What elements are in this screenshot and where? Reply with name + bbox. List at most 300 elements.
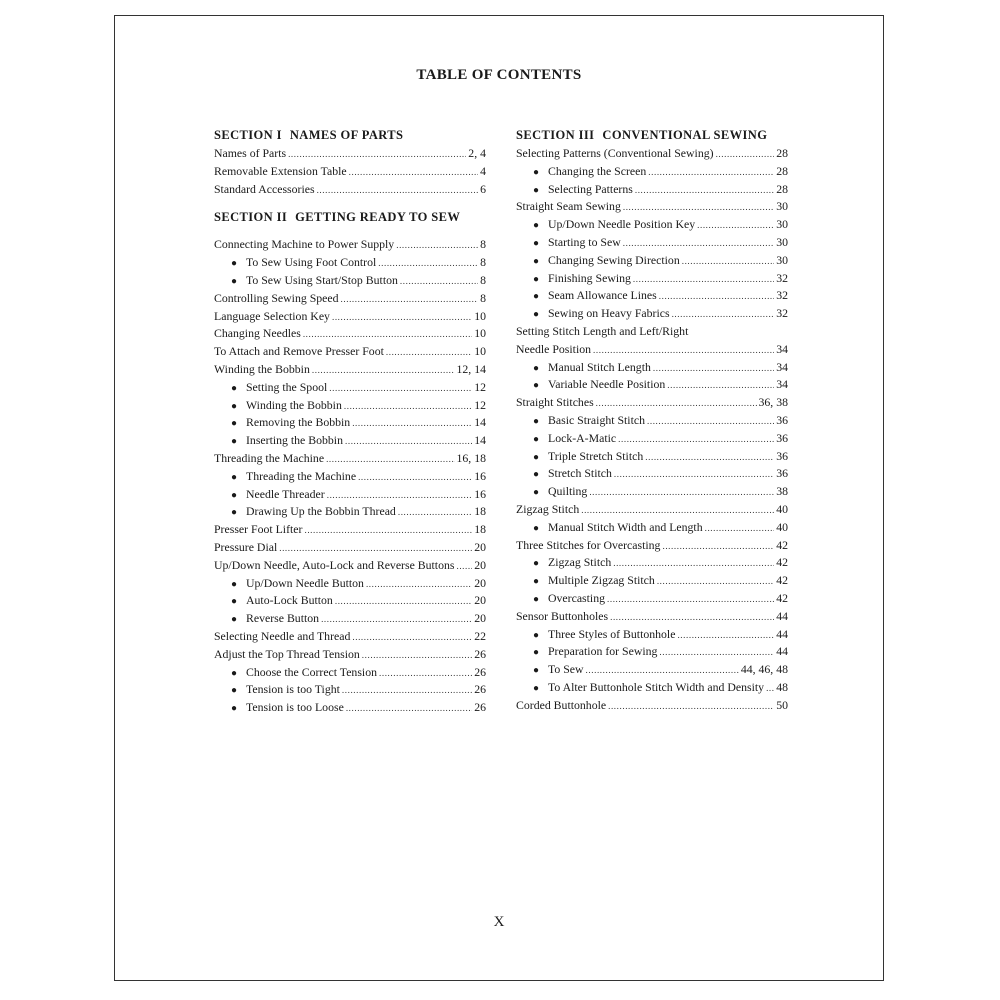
toc-subentry[interactable] — [516, 234, 788, 252]
toc-entry[interactable] — [214, 521, 486, 539]
toc-subentry[interactable] — [516, 412, 788, 430]
entry-page-number: 28 — [776, 181, 788, 196]
toc-entry[interactable] — [214, 325, 486, 343]
entry-label: Drawing Up the Bobbin Thread — [246, 504, 396, 519]
toc-subentry[interactable] — [214, 397, 486, 415]
bullet-icon: ● — [231, 418, 238, 430]
entry-page-number: 22 — [474, 628, 486, 643]
bullet-icon: ● — [231, 382, 238, 394]
dot-leader — [303, 325, 472, 344]
toc-entry[interactable] — [516, 198, 788, 216]
dot-leader — [610, 608, 774, 627]
toc-subentry[interactable] — [214, 610, 486, 628]
entry-page-number: 36 — [776, 466, 788, 481]
dot-leader — [349, 163, 478, 182]
toc-subentry[interactable] — [214, 379, 486, 397]
entry-label: Removing the Bobbin — [246, 415, 351, 430]
section-name: CONVENTIONAL SEWING — [602, 128, 768, 142]
toc-entry[interactable] — [516, 501, 788, 519]
bullet-icon: ● — [231, 596, 238, 608]
entry-page-number: 12, 14 — [456, 361, 486, 376]
bullet-icon: ● — [533, 291, 540, 303]
entry-label: Selecting Patterns — [548, 181, 633, 196]
dot-leader — [344, 397, 472, 416]
entry-label: Seam Allowance Lines — [548, 288, 657, 303]
toc-subentry[interactable] — [516, 572, 788, 590]
entry-page-number: 4 — [480, 163, 486, 178]
bullet-icon: ● — [231, 471, 238, 483]
toc-subentry[interactable] — [214, 414, 486, 432]
toc-subentry[interactable] — [516, 305, 788, 323]
entry-label: Changing Sewing Direction — [548, 252, 680, 267]
entry-page-number: 20 — [474, 611, 486, 626]
entry-label: Sensor Buttonholes — [516, 608, 609, 623]
entry-label: Straight Stitches — [516, 395, 594, 410]
entry-label: Manual Stitch Width and Length — [548, 519, 703, 534]
dot-leader — [335, 592, 472, 611]
toc-entry[interactable] — [214, 539, 486, 557]
entry-label: Three Stitches for Overcasting — [516, 537, 661, 552]
entry-label: Standard Accessories — [214, 181, 315, 196]
entry-page-number: 28 — [776, 146, 788, 160]
entry-page-number: 26 — [474, 664, 486, 679]
dot-leader — [346, 699, 472, 718]
dot-leader — [400, 272, 478, 291]
entry-page-number: 26 — [474, 682, 486, 697]
section-number: SECTION II — [214, 210, 288, 225]
toc-subentry[interactable] — [516, 679, 788, 697]
entry-page-number: 34 — [776, 341, 788, 356]
dot-leader — [633, 270, 774, 289]
entry-label: Reverse Button — [246, 611, 320, 626]
entry-label: Language Selection Key — [214, 308, 330, 323]
entry-label: Sewing on Heavy Fabrics — [548, 306, 670, 321]
section-number: SECTION I — [214, 128, 282, 142]
entry-page-number: 40 — [776, 519, 788, 534]
toc-entry[interactable] — [214, 236, 486, 254]
dot-leader — [329, 379, 472, 398]
section-heading — [214, 207, 486, 227]
bullet-icon: ● — [533, 558, 540, 570]
entry-page-number: 36 — [776, 448, 788, 463]
section-number: SECTION III — [516, 128, 595, 142]
toc-subentry[interactable] — [516, 163, 788, 181]
bullet-icon: ● — [231, 614, 238, 626]
entry-page-number: 44 — [776, 608, 788, 623]
dot-leader — [341, 290, 479, 309]
toc-subentry[interactable] — [516, 270, 788, 288]
entry-label: Needle Position — [516, 341, 592, 356]
entry-label: Triple Stretch Stitch — [548, 448, 644, 463]
entry-page-number: 44, 46, 48 — [740, 662, 788, 677]
toc-subentry[interactable] — [516, 359, 788, 377]
entry-label: Manual Stitch Length — [548, 359, 651, 374]
entry-label: Names of Parts — [214, 146, 287, 160]
toc-subentry[interactable] — [516, 181, 788, 199]
toc-subentry[interactable] — [214, 272, 486, 290]
entry-label: Setting Stitch Length and Left/Right — [516, 323, 689, 338]
section-heading — [214, 125, 486, 145]
toc-subentry[interactable] — [214, 486, 486, 504]
dot-leader — [657, 572, 774, 591]
dot-leader — [581, 501, 774, 520]
entry-page-number: 42 — [776, 573, 788, 588]
toc-entry[interactable] — [214, 308, 486, 326]
toc-subentry[interactable] — [516, 554, 788, 572]
toc-entry[interactable] — [516, 323, 788, 341]
entry-page-number: 12 — [474, 379, 486, 394]
entry-label: Up/Down Needle Button — [246, 575, 364, 590]
toc-entry[interactable] — [214, 290, 486, 308]
entry-label: Selecting Needle and Thread — [214, 628, 351, 643]
entry-label: To Attach and Remove Presser Foot — [214, 344, 384, 359]
toc-subentry[interactable] — [516, 483, 788, 501]
entry-label: Auto-Lock Button — [246, 593, 333, 608]
entry-label: Multiple Zigzag Stitch — [548, 573, 655, 588]
entry-page-number: 6 — [480, 181, 486, 196]
section-heading — [516, 125, 788, 145]
dot-leader — [614, 465, 774, 484]
entry-label: Connecting Machine to Power Supply — [214, 237, 395, 252]
entry-page-number: 10 — [474, 344, 486, 359]
toc-subentry[interactable] — [516, 626, 788, 644]
dot-leader — [362, 646, 472, 665]
bullet-icon: ● — [231, 275, 238, 287]
toc-subentry[interactable] — [516, 216, 788, 234]
entry-label: Winding the Bobbin — [214, 361, 310, 376]
entry-label: Threading the Machine — [214, 450, 325, 465]
dot-leader — [613, 554, 774, 573]
entry-label: Basic Straight Stitch — [548, 412, 645, 427]
dot-leader — [317, 181, 479, 200]
dot-leader — [586, 661, 739, 680]
toc-entry[interactable] — [214, 163, 486, 181]
toc-subentry[interactable] — [214, 592, 486, 610]
dot-leader — [378, 254, 478, 273]
entry-label: Needle Threader — [246, 486, 325, 501]
dot-leader — [589, 483, 774, 502]
entry-page-number: 16 — [474, 486, 486, 501]
entry-page-number: 42 — [776, 555, 788, 570]
entry-page-number: 30 — [776, 234, 788, 249]
dot-leader — [677, 626, 774, 645]
dot-leader — [379, 664, 472, 683]
dot-leader — [398, 503, 472, 522]
toc-entry[interactable] — [516, 537, 788, 555]
toc-entry[interactable] — [214, 343, 486, 361]
bullet-icon: ● — [231, 258, 238, 270]
bullet-icon: ● — [231, 703, 238, 715]
bullet-icon: ● — [533, 522, 540, 534]
entry-page-number: 8 — [480, 272, 486, 287]
toc-entry[interactable] — [214, 181, 486, 199]
dot-leader — [288, 145, 466, 164]
bullet-icon: ● — [533, 487, 540, 499]
entry-label: Variable Needle Position — [548, 377, 666, 392]
entry-page-number: 26 — [474, 646, 486, 661]
bullet-icon: ● — [533, 220, 540, 232]
entry-label: Tension is too Tight — [246, 682, 340, 697]
bullet-icon: ● — [533, 576, 540, 588]
entry-label: Overcasting — [548, 590, 605, 605]
dot-leader — [647, 412, 774, 431]
entry-page-number: 26 — [474, 700, 486, 715]
entry-page-number: 32 — [776, 270, 788, 285]
dot-leader — [332, 308, 472, 327]
dot-leader — [645, 448, 774, 467]
entry-page-number: 20 — [474, 575, 486, 590]
entry-label: Choose the Correct Tension — [246, 664, 377, 679]
dot-leader — [766, 679, 774, 698]
toc-subentry[interactable] — [214, 664, 486, 682]
toc-column-right — [516, 125, 788, 715]
entry-label: Straight Seam Sewing — [516, 199, 621, 214]
bullet-icon: ● — [533, 665, 540, 677]
entry-page-number: 30 — [776, 252, 788, 267]
toc-subentry[interactable] — [214, 432, 486, 450]
section-name: NAMES OF PARTS — [289, 128, 404, 142]
entry-label: Winding the Bobbin — [246, 397, 342, 412]
section-name: GETTING READY TO SEW — [295, 210, 461, 225]
toc-subentry[interactable] — [516, 465, 788, 483]
entry-page-number: 8 — [480, 255, 486, 270]
toc-subentry[interactable] — [214, 254, 486, 272]
entry-label: Tension is too Loose — [246, 700, 344, 715]
dot-leader — [386, 343, 472, 362]
entry-page-number: 36 — [776, 412, 788, 427]
dot-leader — [608, 697, 774, 716]
entry-label: Selecting Patterns (Conventional Sewing) — [516, 146, 714, 160]
entry-label: Stretch Stitch — [548, 466, 612, 481]
bullet-icon: ● — [533, 237, 540, 249]
bullet-icon: ● — [533, 433, 540, 445]
entry-page-number: 18 — [474, 522, 486, 537]
toc-entry[interactable] — [214, 361, 486, 379]
toc-subentry[interactable] — [516, 519, 788, 537]
entry-page-number: 36 — [776, 430, 788, 445]
dot-leader — [653, 359, 774, 378]
bullet-icon: ● — [533, 380, 540, 392]
entry-page-number: 44 — [776, 644, 788, 659]
entry-label: Preparation for Sewing — [548, 644, 658, 659]
toc-subentry[interactable] — [516, 252, 788, 270]
entry-label: Quilting — [548, 484, 588, 499]
bullet-icon: ● — [231, 578, 238, 590]
bullet-icon: ● — [533, 682, 540, 694]
entry-label: Controlling Sewing Speed — [214, 290, 339, 305]
toc-entry[interactable] — [214, 646, 486, 664]
toc-entry[interactable] — [516, 697, 788, 715]
entry-page-number: 50 — [776, 697, 788, 712]
toc-subentry[interactable] — [516, 643, 788, 661]
bullet-icon: ● — [231, 507, 238, 519]
entry-page-number: 16, 18 — [456, 450, 486, 465]
entry-label: To Sew — [548, 662, 584, 677]
dot-leader — [352, 628, 472, 647]
bullet-icon: ● — [533, 362, 540, 374]
dot-leader — [326, 450, 454, 469]
toc-entry[interactable] — [214, 628, 486, 646]
entry-label: Up/Down Needle Position Key — [548, 217, 696, 232]
entry-label: Zigzag Stitch — [516, 501, 580, 516]
entry-label: Inserting the Bobbin — [246, 433, 343, 448]
bullet-icon: ● — [533, 255, 540, 267]
toc-entry[interactable] — [214, 557, 486, 575]
dot-leader — [327, 486, 472, 505]
entry-page-number: 20 — [474, 539, 486, 554]
bullet-icon: ● — [533, 415, 540, 427]
dot-leader — [618, 430, 774, 449]
bullet-icon: ● — [533, 309, 540, 321]
dot-leader — [321, 610, 472, 629]
entry-label: Corded Buttonhole — [516, 697, 607, 712]
entry-page-number: 8 — [480, 237, 486, 252]
entry-page-number: 34 — [776, 359, 788, 374]
entry-page-number: 2, 4 — [468, 146, 486, 160]
dot-leader — [682, 252, 774, 271]
entry-label: Presser Foot Lifter — [214, 522, 303, 537]
toc-subentry[interactable] — [516, 590, 788, 608]
spacer — [214, 227, 486, 236]
entry-label: Three Styles of Buttonhole — [548, 626, 676, 641]
toc-subentry[interactable] — [516, 661, 788, 679]
entry-label: To Alter Buttonhole Stitch Width and Density — [548, 679, 765, 694]
dot-leader — [593, 341, 774, 360]
dot-leader — [623, 198, 774, 217]
dot-leader — [705, 519, 775, 538]
dot-leader — [312, 361, 455, 380]
entry-page-number: 44 — [776, 626, 788, 641]
entry-page-number: 16 — [474, 468, 486, 483]
dot-leader — [304, 521, 472, 540]
bullet-icon: ● — [231, 489, 238, 501]
entry-page-number: 32 — [776, 306, 788, 321]
entry-page-number: 8 — [480, 290, 486, 305]
entry-label: Finishing Sewing — [548, 270, 631, 285]
bullet-icon: ● — [533, 166, 540, 178]
toc-entry[interactable] — [214, 145, 486, 163]
bullet-icon: ● — [231, 685, 238, 697]
page-title: TABLE OF CONTENTS — [416, 67, 582, 83]
dot-leader — [635, 181, 774, 200]
toc-subentry[interactable] — [516, 376, 788, 394]
entry-page-number: 34 — [776, 377, 788, 392]
bullet-icon: ● — [533, 451, 540, 463]
dot-leader — [342, 681, 472, 700]
entry-page-number: 32 — [776, 288, 788, 303]
toc-entry[interactable] — [516, 394, 788, 412]
dot-leader — [659, 287, 774, 306]
entry-label: Adjust the Top Thread Tension — [214, 646, 360, 661]
dot-leader — [358, 468, 472, 487]
dot-leader — [667, 376, 774, 395]
entry-page-number: 42 — [776, 590, 788, 605]
spacer — [214, 198, 486, 207]
entry-page-number: 30 — [776, 199, 788, 214]
dot-leader — [596, 394, 757, 413]
entry-page-number: 42 — [776, 537, 788, 552]
toc-entry[interactable] — [516, 341, 788, 359]
dot-leader — [352, 414, 472, 433]
bullet-icon: ● — [231, 400, 238, 412]
dot-leader — [366, 575, 472, 594]
toc-entry[interactable] — [516, 608, 788, 626]
dot-leader — [697, 216, 774, 235]
dot-leader — [456, 557, 472, 576]
entry-page-number: 48 — [776, 679, 788, 694]
dot-leader — [648, 163, 774, 182]
dot-leader — [716, 145, 775, 164]
toc-subentry[interactable] — [214, 468, 486, 486]
entry-label: Pressure Dial — [214, 539, 278, 554]
bullet-icon: ● — [533, 184, 540, 196]
entry-label: Setting the Spool — [246, 379, 328, 394]
entry-label: Lock-A-Matic — [548, 430, 617, 445]
toc-subentry[interactable] — [516, 430, 788, 448]
entry-label: To Sew Using Start/Stop Button — [246, 272, 398, 287]
bullet-icon: ● — [533, 593, 540, 605]
entry-page-number: 14 — [474, 415, 486, 430]
toc-subentry[interactable] — [214, 699, 486, 717]
bullet-icon: ● — [533, 469, 540, 481]
entry-label: Up/Down Needle, Auto-Lock and Reverse Buttons — [214, 557, 455, 572]
bullet-icon: ● — [533, 629, 540, 641]
toc-subentry[interactable] — [516, 448, 788, 466]
bullet-icon: ● — [231, 667, 238, 679]
page-number: X — [493, 914, 505, 930]
entry-label: To Sew Using Foot Control — [246, 255, 377, 270]
entry-page-number: 10 — [474, 326, 486, 341]
dot-leader — [279, 539, 472, 558]
entry-page-number: 36, 38 — [758, 395, 788, 410]
dot-leader — [396, 236, 478, 255]
entry-page-number: 12 — [474, 397, 486, 412]
entry-label: Changing the Screen — [548, 163, 647, 178]
entry-label: Zigzag Stitch — [548, 555, 612, 570]
bullet-icon: ● — [533, 273, 540, 285]
entry-page-number: 28 — [776, 163, 788, 178]
entry-page-number: 40 — [776, 501, 788, 516]
entry-page-number: 20 — [474, 593, 486, 608]
entry-label: Starting to Sew — [548, 234, 621, 249]
entry-page-number: 20 — [474, 557, 486, 572]
toc-subentry[interactable] — [214, 575, 486, 593]
entry-label: Threading the Machine — [246, 468, 357, 483]
dot-leader — [672, 305, 775, 324]
dot-leader — [623, 234, 774, 253]
toc-subentry[interactable] — [214, 681, 486, 699]
dot-leader — [659, 643, 774, 662]
entry-page-number: 18 — [474, 504, 486, 519]
entry-page-number: 14 — [474, 433, 486, 448]
toc-subentry[interactable] — [516, 287, 788, 305]
toc-subentry[interactable] — [214, 503, 486, 521]
entry-label: Changing Needles — [214, 326, 301, 341]
entry-page-number: 38 — [776, 484, 788, 499]
entry-page-number: 10 — [474, 308, 486, 323]
bullet-icon: ● — [231, 436, 238, 448]
dot-leader — [662, 537, 774, 556]
toc-entry[interactable] — [516, 145, 788, 163]
entry-page-number: 30 — [776, 217, 788, 232]
bullet-icon: ● — [533, 647, 540, 659]
document-page — [114, 15, 884, 981]
toc-column-left — [214, 125, 486, 717]
toc-entry[interactable] — [214, 450, 486, 468]
dot-leader — [607, 590, 774, 609]
entry-label: Removable Extension Table — [214, 163, 347, 178]
dot-leader — [345, 432, 472, 451]
